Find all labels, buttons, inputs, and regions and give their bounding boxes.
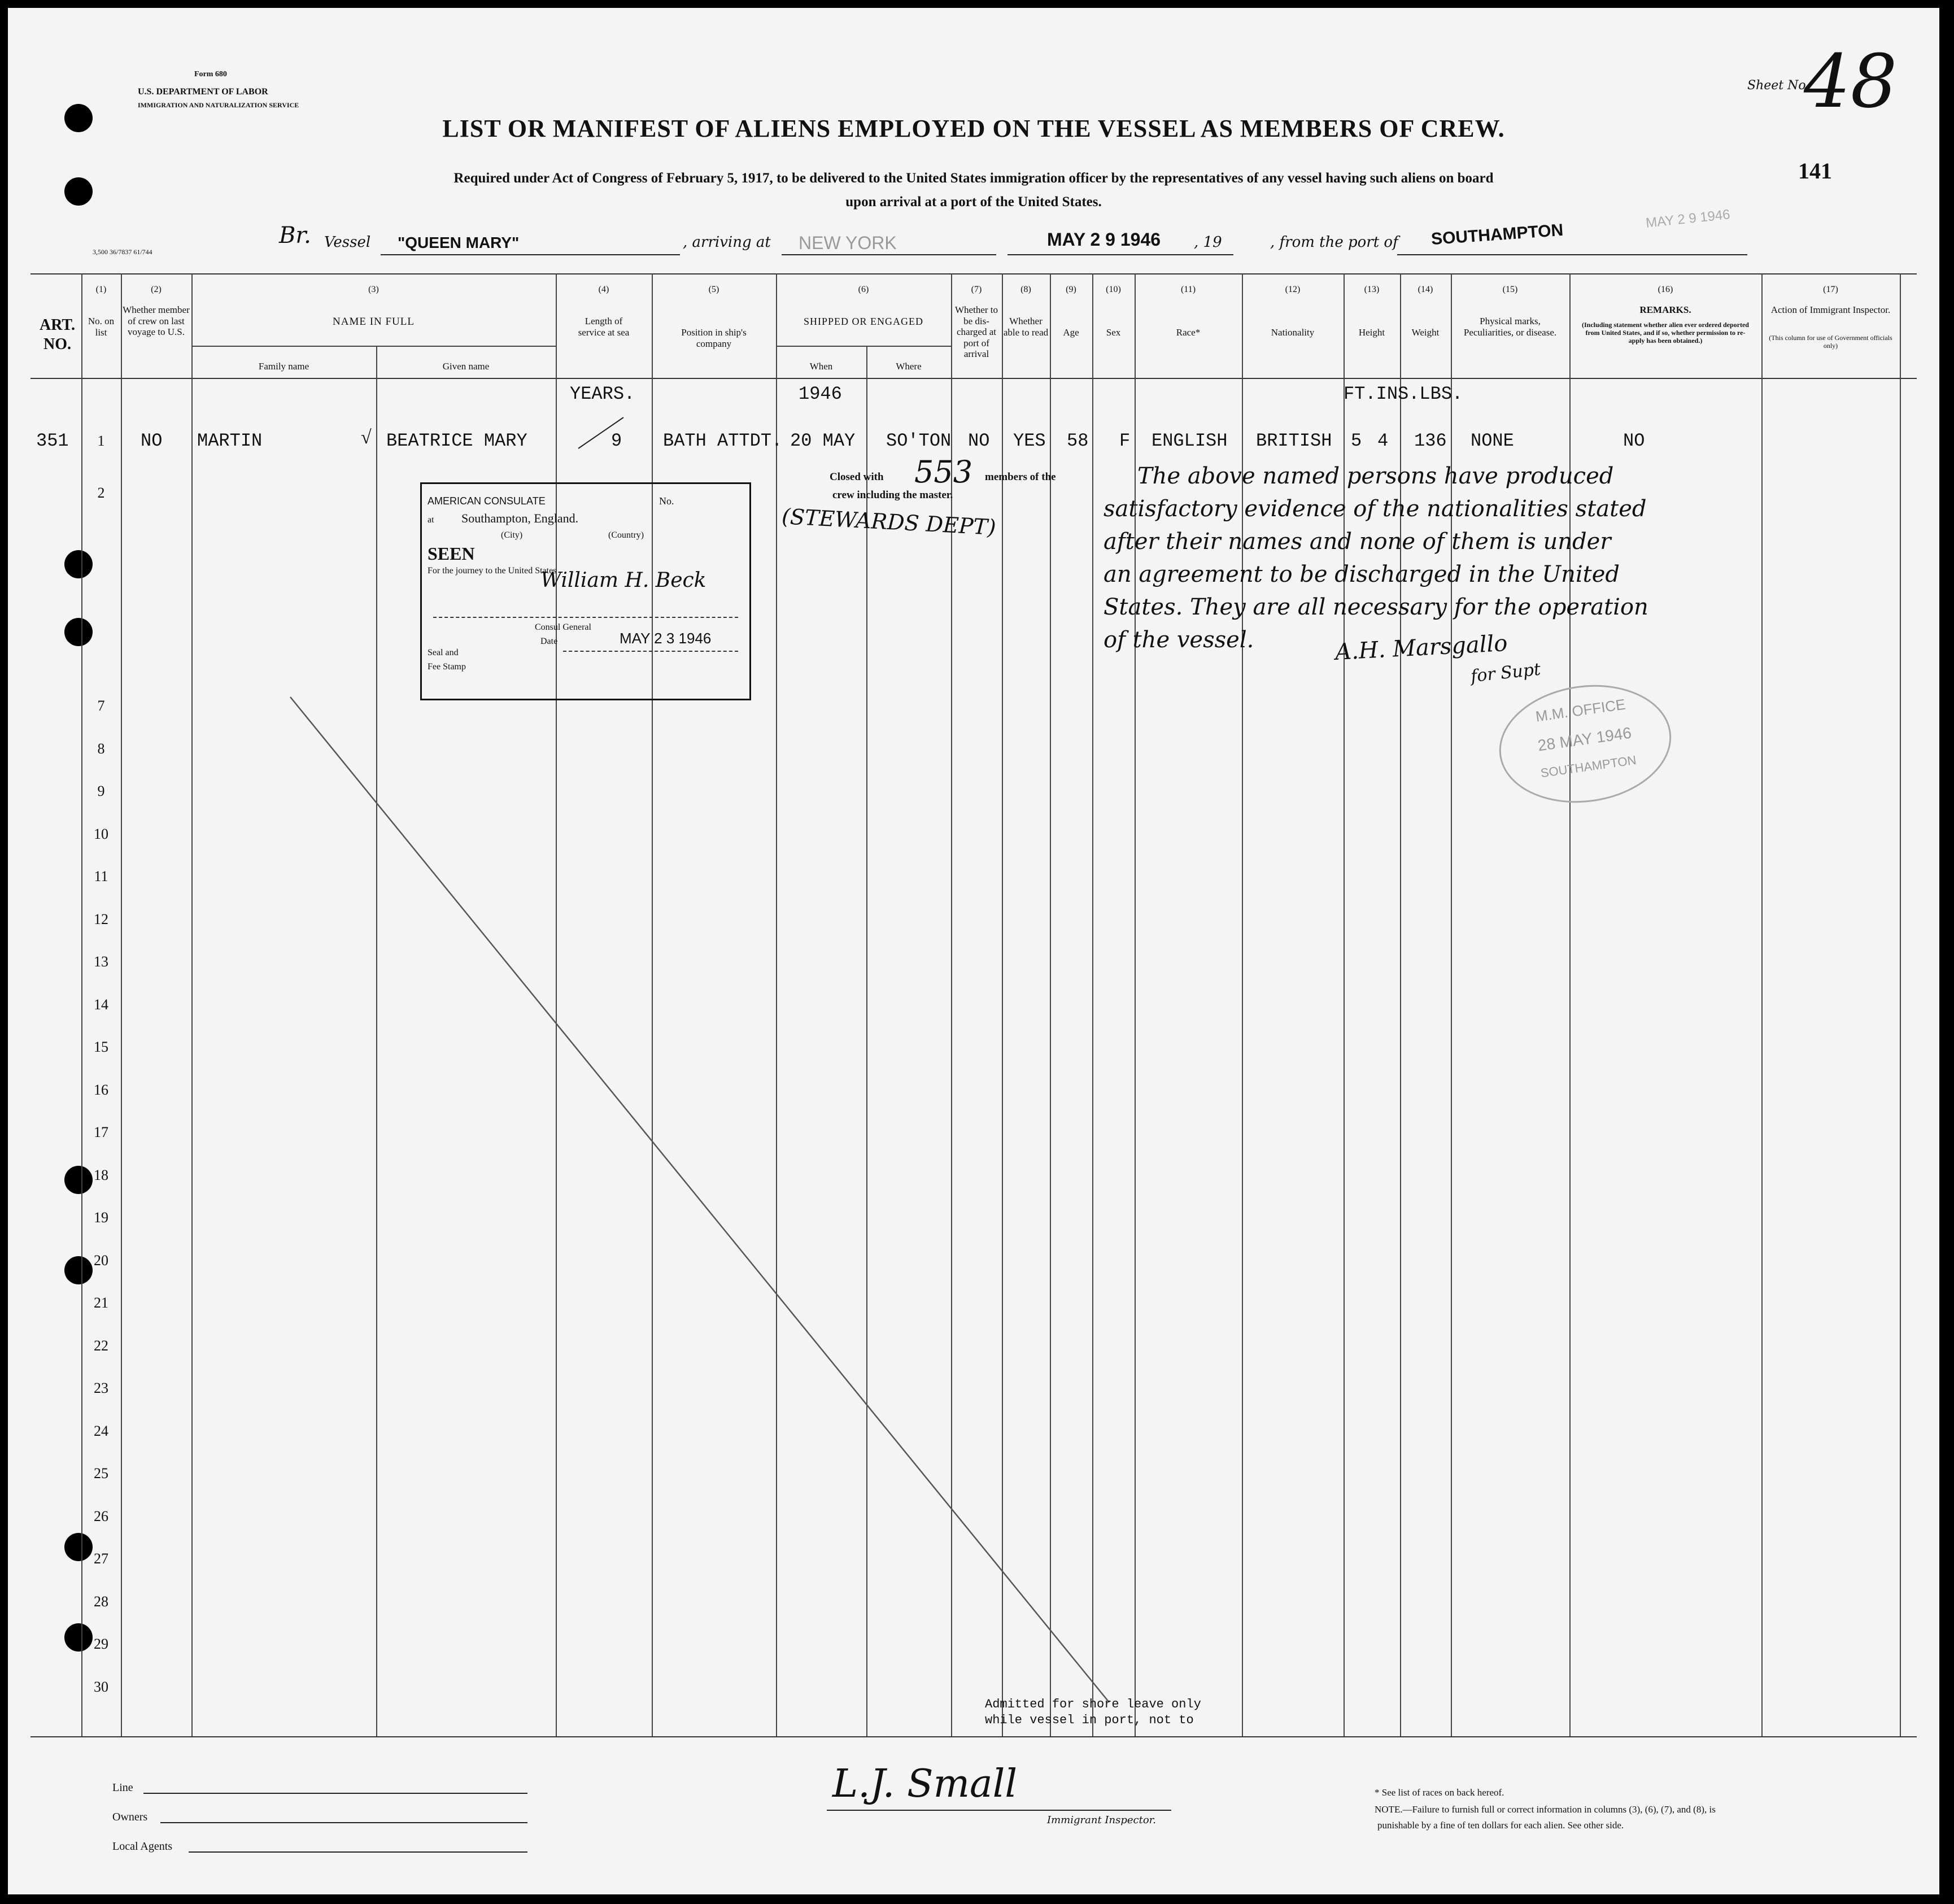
- year-label: , 19: [1194, 234, 1222, 251]
- shipped-where: SO'TON: [886, 430, 952, 451]
- seal-label: Seal and: [428, 648, 459, 657]
- row-number: 16: [94, 1081, 108, 1098]
- race: ENGLISH: [1152, 430, 1228, 451]
- consulate-title: AMERICAN CONSULATE: [428, 495, 546, 507]
- nationality: BRITISH: [1256, 430, 1332, 451]
- master-signature: A.H. Marsgallo: [1334, 630, 1508, 665]
- header-where: Where: [896, 361, 922, 372]
- header-action-note: (This column for use of Government officials only): [1769, 334, 1892, 350]
- table-top-border: [30, 273, 1917, 275]
- header-family-name: Family name: [258, 361, 309, 372]
- print-code: 3,500 36/7837 61/744: [93, 248, 152, 256]
- row-number: 8: [97, 740, 105, 757]
- department-name: U.S. DEPARTMENT OF LABOR: [138, 87, 268, 97]
- last-voyage: NO: [141, 430, 163, 451]
- remarks: NO: [1623, 430, 1645, 451]
- sheet-label: Sheet No.: [1747, 79, 1810, 93]
- line-label: Line: [112, 1781, 133, 1794]
- date-label: Date: [540, 637, 558, 646]
- header-action: Action of Immigrant Inspector.: [1770, 304, 1891, 315]
- consul-signature: William H. Beck: [540, 569, 706, 592]
- header-nationality: Nationality: [1271, 327, 1315, 338]
- row-number: 11: [94, 868, 108, 885]
- closed-suffix: members of the: [985, 471, 1056, 483]
- table-header-border: [30, 378, 1917, 379]
- header-weight: Weight: [1411, 327, 1440, 338]
- row-number: 25: [94, 1465, 108, 1482]
- consul-label: Consul General: [535, 622, 591, 632]
- header-last-voyage: Whether member of crew on last voyage to U.S.: [123, 304, 190, 338]
- shipped-when: 20 MAY: [790, 430, 856, 451]
- unit-years: YEARS.: [570, 384, 635, 404]
- vessel-name: "QUEEN MARY": [398, 234, 520, 251]
- unit-year: 1946: [799, 384, 842, 404]
- row-number: 27: [94, 1550, 108, 1567]
- faint-date-stamp: MAY 2 9 1946: [1645, 207, 1731, 231]
- inspector-label: Immigrant Inspector.: [1047, 1814, 1157, 1826]
- header-remarks: REMARKS.: [1639, 304, 1691, 315]
- height-ft: 5: [1351, 430, 1362, 451]
- cancellation-line: [279, 686, 1126, 1714]
- given-name: BEATRICE MARY: [386, 430, 527, 451]
- row-number: 13: [94, 953, 108, 970]
- service-years: 9: [611, 430, 622, 451]
- header-race: Race*: [1176, 327, 1201, 338]
- punch-hole: [64, 618, 93, 646]
- arriving-port: NEW YORK: [799, 233, 897, 253]
- row-number: 22: [94, 1337, 108, 1354]
- row-number: 15: [94, 1039, 108, 1055]
- service-name: IMMIGRATION AND NATURALIZATION SERVICE: [138, 101, 299, 109]
- header-length-of-service: Length of service at sea: [578, 316, 630, 338]
- header-when: When: [809, 361, 833, 372]
- punch-hole: [64, 550, 93, 578]
- vessel-label: Vessel: [324, 234, 371, 251]
- races-note: * See list of races on back hereof.: [1375, 1787, 1504, 1798]
- to-be-discharged: NO: [968, 430, 990, 451]
- header-discharged: Whether to be dis-charged at port of arrival: [955, 304, 998, 360]
- row-number: 28: [94, 1593, 108, 1610]
- closed-count: 553: [914, 454, 973, 490]
- family-name: MARTIN: [197, 430, 263, 451]
- failure-note: NOTE.—Failure to furnish full or correct information in columns (3), (6), (7), and (8), is: [1375, 1804, 1716, 1815]
- consulate-seen: SEEN: [428, 543, 475, 564]
- closed-prefix: Closed with: [830, 471, 884, 483]
- row-number: 9: [97, 783, 105, 799]
- from-label: , from the port of: [1270, 234, 1398, 251]
- row-number: 2: [97, 484, 105, 501]
- position: BATH ATTDT.: [663, 430, 783, 451]
- sex: F: [1119, 430, 1131, 451]
- header-physical-marks: Physical marks, Peculiarities, or disease.: [1463, 316, 1557, 338]
- header-position: Position in ship's company: [681, 327, 747, 349]
- row-number: 26: [94, 1507, 108, 1524]
- dept-note: (STEWARDS DEPT): [781, 504, 997, 540]
- admitted-note: Admitted for shore leave only while vessel in port, not to: [985, 1697, 1201, 1727]
- header-able-to-read: Whether able to read: [1003, 316, 1049, 338]
- row-number: 20: [94, 1252, 108, 1269]
- row-number: 12: [94, 910, 108, 927]
- header-age: Age: [1063, 327, 1079, 338]
- row-number: 18: [94, 1166, 108, 1183]
- consulate-date: MAY 2 3 1946: [620, 630, 712, 647]
- sheet-number: 48: [1804, 38, 1898, 124]
- local-agents-label: Local Agents: [112, 1840, 173, 1853]
- consulate-city-label: (City): [501, 530, 523, 540]
- consulate-location: Southampton, England.: [461, 511, 579, 525]
- consulate-journey: For the journey to the United States: [428, 566, 557, 576]
- consulate-at-label: at: [428, 515, 434, 525]
- physical-marks: NONE: [1471, 430, 1514, 451]
- document-title: LIST OR MANIFEST OF ALIENS EMPLOYED ON THE VESSEL AS MEMBERS OF CREW.: [442, 115, 1505, 142]
- required-line-2: upon arrival at a port of the United States.: [845, 194, 1102, 210]
- manifest-sheet: Form 680 U.S. DEPARTMENT OF LABOR IMMIGRATION AND NATURALIZATION SERVICE 3,500 36/7837 61/744 Sheet No. 48 141 LIST OR MANIFEST OF ALIENS EMPLOYED ON THE VESSEL AS MEMBERS OF CREW. Required under Act of Congress of February 5, 1917, to be delivered to the United States immigration officer by the representatives of any vessel having such aliens on board upon arrival at a port of the United States. Br. Vessel "QUEEN MARY" , arriving at NEW YORK MAY 2 9 1946 , 19 , from the port of SOUTHAMPTON MAY 2 9 1946 ART. NO. (1) No. on list (2) Whether member of crew on last voyage to U.S. (3) NAME IN FULL Family name Given name (4) Length of service at sea (5) Position in ship's company (6) SHIPPED OR ENGAGED When Where (7) Whether to be dis-charged at port of arrival (8) Whether able to read (9) Age (10) Sex (11) Race* (12) Nationality (13) Height (14) Weight (15) Physical marks, Peculiarities, or disease. (16) REMARKS. (Including statement whether alien ever ordered deported from United States, and if so, whether permission to re-apply has been obtained.) (17) Action of Immigrant Inspector. (This column for use of Government officials only) YEARS. 1946 FT.INS.LBS. 351 1 NO MARTIN √ BEATRICE MARY 9 BATH ATTDT. 20 MAY SO'TON NO YES 58 F ENGLISH BRITISH 5 4 136 NONE NO 2 7 8 9 10 11 12 13 14 15 16 17 18 19 20 21 22 23 24 25 26 27 28 29 30 Closed with 553 members of the crew including the master. (STEWARDS DEPT) The above named persons have produced satisfactory evidence of the nationalities stated after their names and none of them is under an agreement to be discharged in the United States. They are all necessary for the operation of the vessel. A.H. Marsgallo for Supt AMERICAN CONSULATE No. at Southampton, England. (City) (Country) SEEN For the journey to the United States William H. Beck Consul General Date MAY 2 3 1946 Seal and Fee Stamp M.M. OFFICE 28 MAY 1946 SOUTHAMPTON Admitted for shore leave only while vessel in port, not to Line Owners Local Agents L.J. Small Immigrant Inspector. * See list of races on back hereof. NOTE.—Failure to furnish full or correct information in columns (3), (6), (7), and (8), is punishable by a fine of ten dollars for each alien. See other side.: [8, 8, 1939, 1894]
- service-slash: [573, 415, 629, 454]
- fine-note: punishable by a fine of ten dollars for each alien. See other side.: [1377, 1820, 1624, 1831]
- arrival-date: MAY 2 9 1946: [1047, 229, 1161, 250]
- required-line-1: Required under Act of Congress of February 5, 1917, to be delivered to the United States immigration officer by the representatives of any vessel having such aliens on board: [453, 171, 1494, 186]
- unit-height-weight: FT.INS.LBS.: [1344, 384, 1463, 404]
- closed-line2: crew including the master.: [832, 489, 953, 501]
- weight: 136: [1414, 430, 1447, 451]
- row-number: 29: [94, 1636, 108, 1652]
- inspector-signature: L.J. Small: [832, 1762, 1018, 1806]
- row-number: 1: [97, 433, 105, 449]
- row-number: 21: [94, 1295, 108, 1311]
- page-number: 141: [1798, 158, 1832, 184]
- able-to-read: YES: [1013, 430, 1046, 451]
- row-number: 23: [94, 1380, 108, 1396]
- row-number: 24: [94, 1422, 108, 1439]
- consulate-stamp: [420, 482, 751, 700]
- arriving-label: , arriving at: [683, 234, 771, 251]
- row-number: 30: [94, 1678, 108, 1695]
- header-height: Height: [1358, 327, 1385, 338]
- header-sex: Sex: [1106, 327, 1121, 338]
- departure-port: SOUTHAMPTON: [1430, 220, 1564, 249]
- row-number: 7: [97, 698, 105, 714]
- statement-block: The above named persons have produced satisfactory evidence of the nationalities stated after their names and none of them is under an agreement to be discharged in the United States. They are all necessary for the operation of the vessel.: [1104, 463, 1648, 653]
- mm-office-stamp: M.M. OFFICE 28 MAY 1946 SOUTHAMPTON: [1491, 674, 1679, 814]
- master-signature-title: for Supt: [1469, 659, 1542, 687]
- consulate-country-label: (Country): [608, 530, 644, 540]
- row-number: 14: [94, 996, 108, 1013]
- punch-hole: [64, 177, 93, 206]
- row-number: 10: [94, 825, 108, 842]
- fee-stamp-label: Fee Stamp: [428, 662, 466, 672]
- consulate-no-label: No.: [659, 495, 674, 507]
- row-number: 17: [94, 1124, 108, 1140]
- header-given-name: Given name: [442, 361, 490, 372]
- check-mark: √: [361, 427, 372, 448]
- row-number: 19: [94, 1209, 108, 1226]
- table-bottom-border: [30, 1736, 1917, 1737]
- header-shipped-or-engaged: SHIPPED OR ENGAGED: [803, 316, 923, 327]
- header-name-in-full: NAME IN FULL: [333, 316, 415, 328]
- age: 58: [1067, 430, 1089, 451]
- header-remarks-note: (Including statement whether alien ever ordered deported from United States, and if so, whether permission to re-apply has been obtained.): [1582, 321, 1749, 345]
- height-in: 4: [1377, 430, 1389, 451]
- form-number: Form 680: [194, 70, 227, 79]
- art-no: 351: [36, 430, 69, 451]
- header-no-on-list: No. on list: [88, 316, 115, 338]
- vessel-prefix: Br.: [279, 223, 311, 249]
- header-art-no: ART. NO.: [39, 316, 76, 353]
- owners-label: Owners: [112, 1811, 148, 1823]
